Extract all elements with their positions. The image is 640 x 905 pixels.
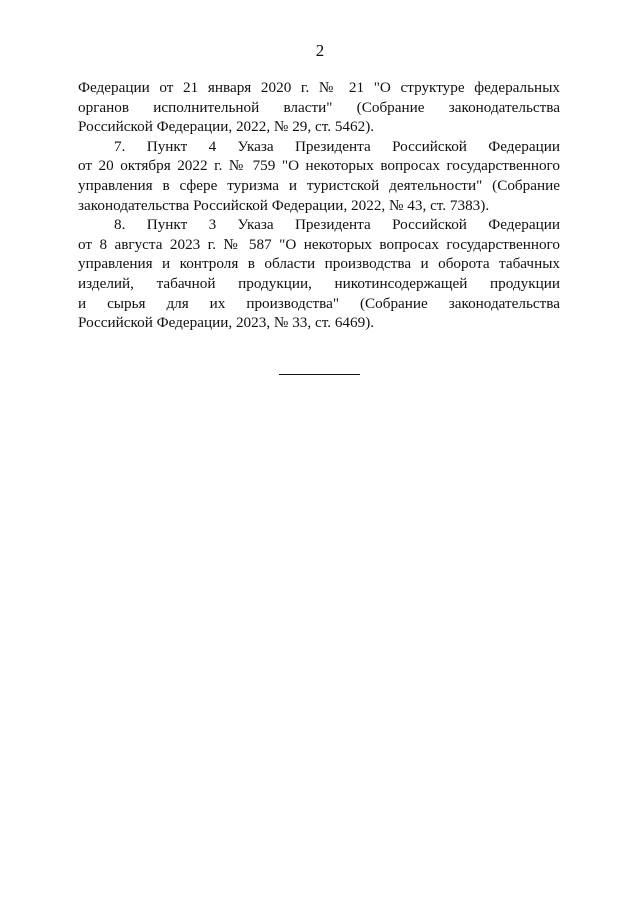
text-line: органов исполнительной власти" (Собрание законодательства <box>78 98 560 116</box>
text-line: от 20 октября 2022 г. № 759 "О некоторых вопросах государственного <box>78 157 560 175</box>
text-line: управления в сфере туризма и туристской деятельности" (Собрание <box>78 176 560 194</box>
paragraph-8-first-line: 8. Пункт 3 Указа Президента Российской Федерации <box>114 216 560 234</box>
text-line: Российской Федерации, 2023, № 33, ст. 6469). <box>78 314 375 332</box>
text-line: и сырья для их производства" (Собрание законодательства <box>78 294 560 312</box>
document-body <box>78 78 560 333</box>
text-line: от 8 августа 2023 г. № 587 "О некоторых вопросах государственного <box>78 235 560 253</box>
end-separator-line <box>279 374 360 375</box>
text-line: управления и контроля в области производства и оборота табачных <box>78 255 560 273</box>
text-line: законодательства Российской Федерации, 2022, № 43, ст. 7383). <box>78 196 490 214</box>
text-line: изделий, табачной продукции, никотинсодержащей продукции <box>78 274 560 292</box>
text-line: Российской Федерации, 2022, № 29, ст. 5462). <box>78 118 375 136</box>
text-line: Федерации от 21 января 2020 г. № 21 "О структуре федеральных <box>78 79 560 96</box>
paragraph-7-first-line: 7. Пункт 4 Указа Президента Российской Федерации <box>114 137 560 155</box>
page-number: 2 <box>315 41 325 60</box>
